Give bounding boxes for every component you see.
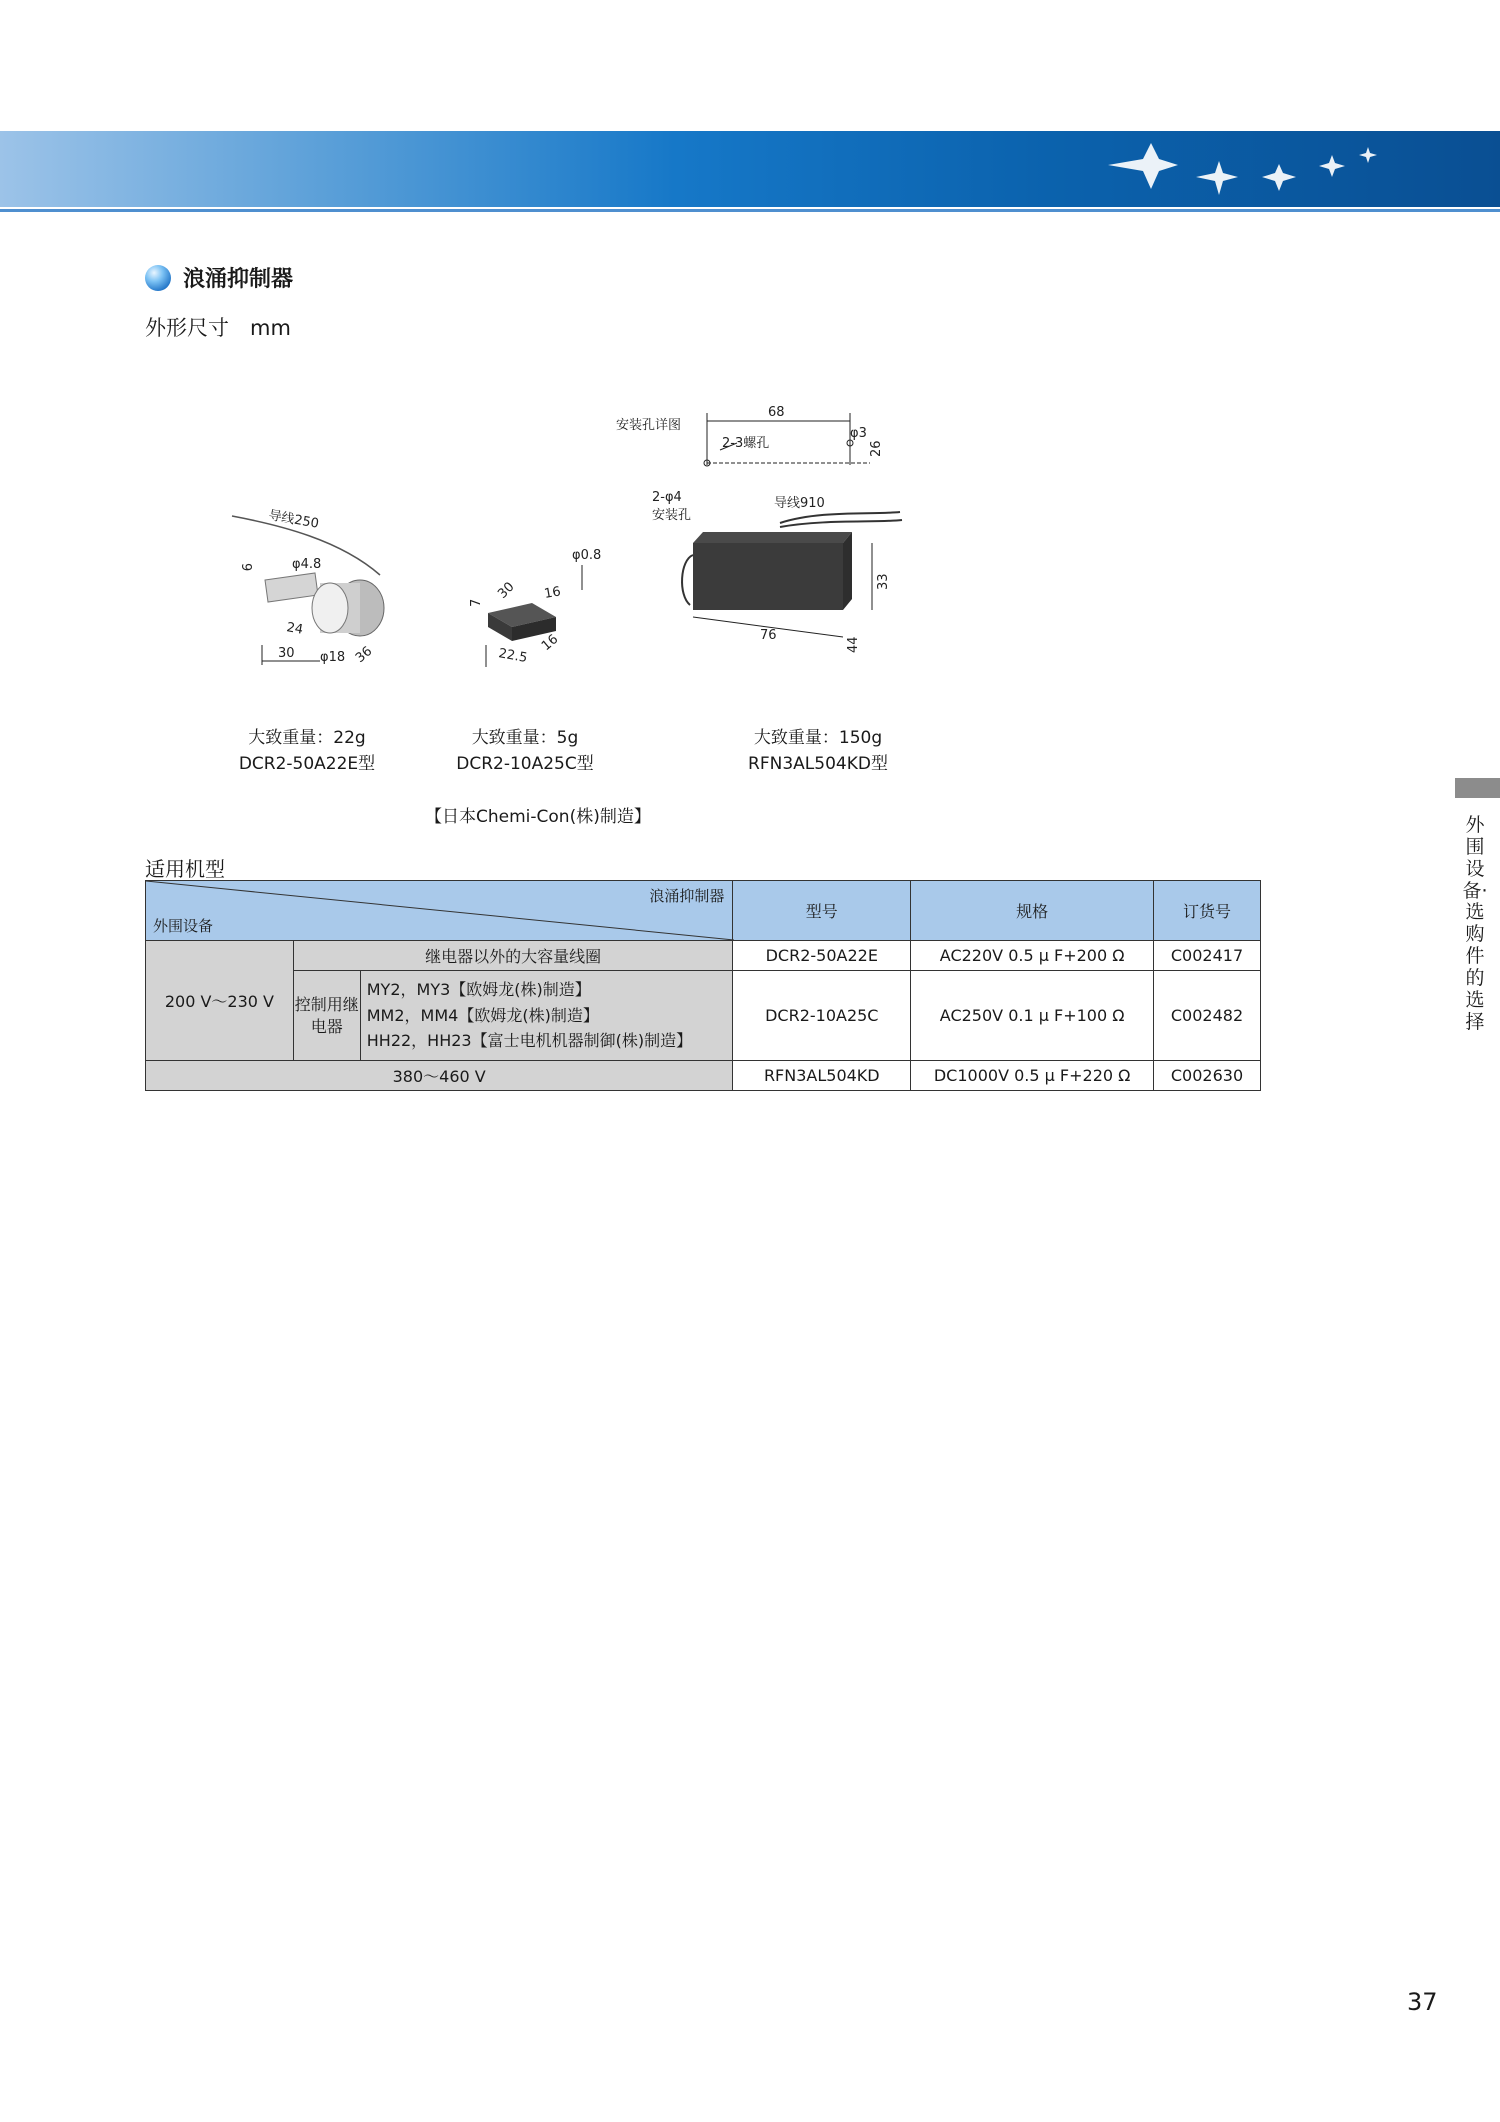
dim-33: 33	[876, 573, 891, 590]
product-model: DCR2-10A25C型	[456, 753, 594, 774]
header-banner	[0, 131, 1500, 207]
product-weight: 大致重量：22g	[248, 728, 366, 748]
row3-spec: DC1000V 0.5 μ F+220 Ω	[911, 1061, 1154, 1091]
voltage-cell: 200 V～230 V	[146, 941, 294, 1061]
dim-36: 36	[352, 643, 376, 667]
header-order: 订货号	[1154, 881, 1261, 941]
dim-68: 68	[768, 405, 785, 420]
side-chapter-text: 外围设备·选购件的选择	[1462, 814, 1488, 1033]
row2-line: HH22，HH23【富士电机机器制御(株)制造】	[366, 1031, 693, 1051]
row1-spec: AC220V 0.5 μ F+200 Ω	[911, 941, 1154, 971]
header-spec: 规格	[911, 881, 1154, 941]
product-caption-2	[440, 726, 610, 777]
diagonal-header-cell	[146, 881, 733, 941]
star-decoration-icon	[0, 131, 1500, 207]
mount-hole-label: 2-φ4	[652, 490, 682, 505]
page-number: 37	[1407, 1988, 1438, 2016]
banner-underline	[0, 209, 1500, 212]
dim-26: 26	[869, 440, 884, 457]
dim-44: 44	[846, 636, 861, 653]
dim-phi18: φ18	[320, 650, 346, 665]
dim-16: 16	[543, 584, 562, 602]
diag-bottom-label: 外围设备	[153, 917, 214, 935]
screw-hole-label: 2-3螺孔	[722, 436, 770, 451]
row2-spec: AC250V 0.1 μ F+100 Ω	[911, 971, 1154, 1061]
diagonal-line	[146, 881, 734, 940]
row2-order: C002482	[1154, 971, 1261, 1061]
row1-model: DCR2-50A22E	[733, 941, 911, 971]
product-weight: 大致重量：150g	[753, 728, 883, 748]
dim-225: 22.5	[497, 646, 529, 666]
applicable-models-table	[145, 880, 1261, 1091]
product-weight: 大致重量：5g	[471, 728, 579, 748]
row2-line: MM2，MM4【欧姆龙(株)制造】	[366, 1005, 599, 1025]
table-title: 适用机型	[145, 857, 225, 881]
row2-model: DCR2-10A25C	[733, 971, 911, 1061]
row3-order: C002630	[1154, 1061, 1261, 1091]
lead-910-label: 导线910	[774, 496, 825, 511]
dim-7: 7	[469, 598, 484, 607]
table-row	[146, 941, 1261, 971]
dim-phi48: φ4.8	[292, 557, 322, 572]
header-model: 型号	[733, 881, 911, 941]
row2-line: MY2，MY3【欧姆龙(株)制造】	[366, 980, 591, 1000]
maker-note: 【日本Chemi-Con(株)制造】	[425, 807, 651, 827]
mount-hole-detail-label: 安装孔详图	[616, 418, 682, 433]
product-model: DCR2-50A22E型	[238, 753, 376, 774]
product-model: RFN3AL504KD型	[748, 753, 888, 774]
diag-top-label: 浪涌抑制器	[649, 887, 725, 905]
dim-24: 24	[285, 620, 305, 638]
dim-76: 76	[760, 628, 777, 643]
dim-16b: 16	[538, 631, 562, 655]
heading-bullet-icon	[145, 265, 171, 291]
mount-hole-label-2: 安装孔	[652, 508, 692, 523]
lead-250-label: 导线250	[267, 508, 320, 532]
dim-30b: 30	[495, 579, 518, 602]
voltage-cell-2: 380～460 V	[146, 1061, 733, 1091]
relay-label: 控制用继电器	[293, 971, 360, 1061]
row2-desc	[360, 971, 733, 1061]
dim-phi3: φ3	[850, 426, 867, 441]
dimension-subheading: 外形尺寸 mm	[145, 316, 291, 340]
row1-desc: 继电器以外的大容量线圈	[293, 941, 733, 971]
product-caption-3	[728, 726, 908, 777]
row3-model: RFN3AL504KD	[733, 1061, 911, 1091]
dim-9: 9	[238, 563, 253, 572]
product-caption-1	[222, 726, 392, 777]
section-heading: 浪涌抑制器	[183, 267, 294, 292]
dim-phi08: φ0.8	[572, 548, 602, 563]
table-row	[146, 971, 1261, 1061]
dimension-drawings	[220, 395, 920, 675]
dim-30: 30	[278, 646, 295, 661]
row1-order: C002417	[1154, 941, 1261, 971]
side-tab-marker	[1455, 778, 1500, 798]
table-row	[146, 1061, 1261, 1091]
table-header-row	[146, 881, 1261, 941]
